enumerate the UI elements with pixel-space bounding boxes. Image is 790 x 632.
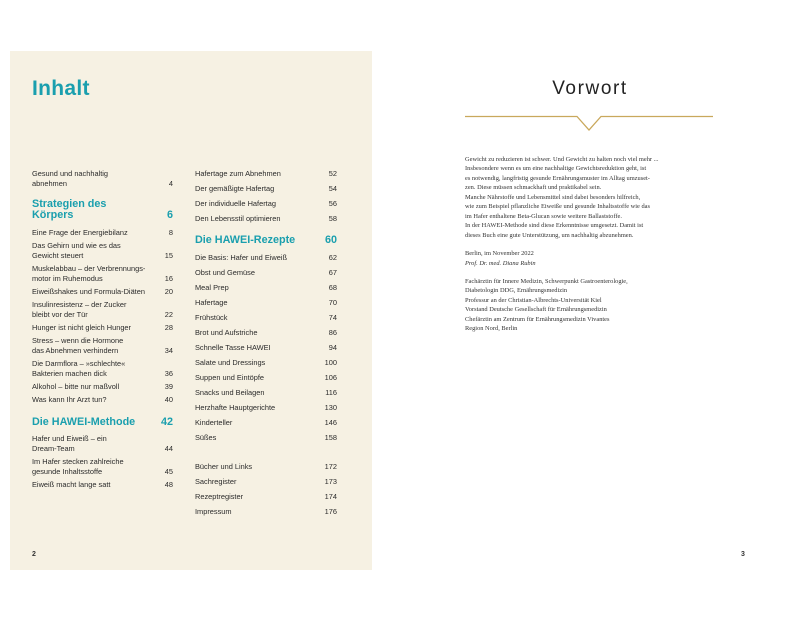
- toc-entry-title: Der individuelle Hafertag: [195, 199, 276, 208]
- foreword-line: Manche Nährstoffe und Lebensmittel sind dabei besonders hilfreich,: [465, 193, 641, 201]
- toc-entry-title: Süßes: [195, 433, 217, 442]
- toc-page-number: 56: [328, 199, 337, 208]
- toc-entry-title: Salate und Dressings: [195, 358, 266, 367]
- toc-page-number: 62: [328, 253, 337, 262]
- toc-page: [10, 51, 372, 570]
- toc-entry-title: Eiweiß macht lange satt: [32, 480, 111, 489]
- toc-entry-title: Hafertage: [195, 298, 228, 307]
- toc-entry: [195, 343, 337, 353]
- toc-page-number: 45: [164, 467, 173, 476]
- toc-entry-title: Der gemäßigte Hafertag: [195, 184, 275, 193]
- toc-left-column: [32, 169, 173, 490]
- toc-page-number: 60: [324, 234, 337, 246]
- toc-entry-title: Den Lebensstil optimieren: [195, 214, 281, 223]
- toc-page-number: 86: [328, 328, 337, 337]
- toc-entry-title: Hafertage zum Abnehmen: [195, 169, 281, 178]
- toc-entry: [195, 184, 337, 194]
- toc-page-number: 42: [160, 416, 173, 428]
- toc-page-number: 74: [328, 313, 337, 322]
- toc-entry-title: Herzhafte Hauptgerichte: [195, 403, 276, 412]
- foreword-line: Insbesondere wenn es um eine nachhaltige Gewichtsreduktion geht, ist: [465, 165, 647, 173]
- toc-page-number: 28: [164, 323, 173, 332]
- foreword-place-date: Berlin, im November 2022: [465, 250, 534, 258]
- toc-right-column: [195, 169, 337, 517]
- toc-section-heading: [195, 235, 337, 246]
- foreword-line: Chefärztin am Zentrum für Ernährungsmedizin Vivantes: [465, 315, 610, 323]
- toc-entry-title: Rezeptregister: [195, 492, 244, 501]
- toc-entry: [32, 336, 173, 356]
- foreword-line: dieses Buch eine gute Unterstützung, um nachhaltig abzunehmen.: [465, 231, 634, 239]
- foreword-author: Prof. Dr. med. Diana Rubin: [465, 259, 536, 267]
- toc-page-number: 130: [324, 403, 337, 412]
- toc-page-number: 4: [168, 179, 173, 188]
- toc-page-number: 68: [328, 283, 337, 292]
- toc-page-number: 174: [324, 492, 337, 501]
- toc-entry: [195, 477, 337, 487]
- toc-entry-title: Bücher und Links: [195, 462, 253, 471]
- toc-entry: [195, 253, 337, 263]
- toc-page-number: 176: [324, 507, 337, 516]
- foreword-line: wie zum Beispiel pflanzliche Eiweiße und gesunde Inhaltsstoffe wie das: [465, 203, 650, 211]
- toc-entry-title: Die Basis: Hafer und Eiweiß: [195, 253, 288, 262]
- toc-page-number: 40: [164, 395, 173, 404]
- toc-page-number: 52: [328, 169, 337, 178]
- toc-page-number: 22: [164, 310, 173, 319]
- foreword-line: Region Nord, Berlin: [465, 325, 518, 333]
- toc-page-number: 173: [324, 477, 337, 486]
- toc-section-heading: [32, 417, 173, 428]
- toc-page-number: 172: [324, 462, 337, 471]
- toc-page-number: 158: [324, 433, 337, 442]
- toc-entry: [195, 492, 337, 502]
- toc-page-number: 36: [164, 369, 173, 378]
- toc-entry: [32, 323, 173, 333]
- foreword-title: Vorwort: [552, 78, 628, 99]
- decorative-divider: [465, 113, 713, 133]
- toc-entry-title: Strategien des Körpers: [32, 198, 107, 221]
- toc-entry: [195, 433, 337, 443]
- foreword-line: es notwendig, langfristig gesunde Ernährungsmuster im Alltag umzuset-: [465, 174, 650, 182]
- foreword-line: Professur an der Christian-Albrechts-Universität Kiel: [465, 296, 602, 304]
- toc-entry: [195, 283, 337, 293]
- toc-page-number: 6: [166, 209, 173, 221]
- toc-entry: [195, 328, 337, 338]
- toc-page-number: 39: [164, 382, 173, 391]
- toc-entry: [195, 388, 337, 398]
- toc-entry: [195, 462, 337, 472]
- toc-entry: [32, 395, 173, 405]
- toc-entry: [195, 169, 337, 179]
- toc-entry-title: Sachregister: [195, 477, 237, 486]
- toc-entry: [32, 382, 173, 392]
- toc-page-number: 8: [168, 228, 173, 237]
- toc-entry-title: Die HAWEI-Rezepte: [195, 234, 296, 246]
- toc-page-number: 15: [164, 251, 173, 260]
- foreword-page: [400, 51, 790, 570]
- toc-entry-title: Hunger ist nicht gleich Hunger: [32, 323, 132, 332]
- foreword-line: Gewicht zu reduzieren ist schwer. Und Gewicht zu halten noch viel mehr ...: [465, 156, 659, 163]
- toc-page-number: 146: [324, 418, 337, 427]
- toc-page-number: 34: [164, 346, 173, 355]
- toc-page-number: 106: [324, 373, 337, 382]
- toc-entry-title: Insulinresistenz – der Zucker bleibt vor der Tür: [32, 300, 127, 319]
- foreword-body: [465, 155, 730, 334]
- toc-entry-title: Stress – wenn die Hormone das Abnehmen verhindern: [32, 336, 124, 355]
- toc-entry: [195, 373, 337, 383]
- toc-entry: [32, 434, 173, 454]
- foreword-credentials: [465, 277, 730, 334]
- toc-page-number: 116: [325, 388, 337, 397]
- toc-entry-title: Die Darmflora – »schlechte« Bakterien machen dick: [32, 359, 126, 378]
- toc-entry: [32, 264, 173, 284]
- toc-entry-title: Eine Frage der Energiebilanz: [32, 228, 128, 237]
- toc-entry-title: Kinderteller: [195, 418, 233, 427]
- toc-entry: [32, 241, 173, 261]
- toc-entry-title: Meal Prep: [195, 283, 229, 292]
- toc-page-number: 16: [164, 274, 173, 283]
- toc-entry-title: Eiweißshakes und Formula-Diäten: [32, 287, 145, 296]
- toc-entry: [195, 268, 337, 278]
- toc-page-number: 67: [328, 268, 337, 277]
- toc-entry: [195, 313, 337, 323]
- foreword-line: Fachärztin für Innere Medizin, Schwerpunkt Gastroenterologie,: [465, 277, 628, 285]
- toc-page-number: 58: [328, 214, 337, 223]
- toc-entry-title: Gesund und nachhaltig abnehmen: [32, 169, 109, 188]
- foreword-line: Vorstand Deutsche Gesellschaft für Ernährungsmedizin: [465, 306, 607, 314]
- toc-entry: [32, 457, 173, 477]
- toc-entry-title: Obst und Gemüse: [195, 268, 255, 277]
- toc-entry: [195, 358, 337, 368]
- foreword-line: im Hafer enthaltene Beta-Glucan sowie weitere Ballaststoffe.: [465, 212, 622, 220]
- toc-entry: [32, 480, 173, 490]
- toc-entry: [32, 287, 173, 297]
- toc-entry-title: Brot und Aufstriche: [195, 328, 258, 337]
- toc-page-number: 54: [328, 184, 337, 193]
- page-number-right: 3: [741, 551, 745, 558]
- toc-page-number: 94: [328, 343, 337, 352]
- toc-page-number: 48: [164, 480, 173, 489]
- toc-entry: [32, 359, 173, 379]
- toc-entry-title: Alkohol – bitte nur maßvoll: [32, 382, 120, 391]
- toc-entry: [195, 298, 337, 308]
- toc-entry: [195, 199, 337, 209]
- foreword-line: zen. Diese müssen schmackhaft und praktikabel sein.: [465, 184, 602, 192]
- toc-entry-title: Hafer und Eiweiß – ein Dream-Team: [32, 434, 107, 453]
- toc-entry-title: Die HAWEI-Methode: [32, 416, 136, 428]
- foreword-line: Diabetologin DDG, Ernährungsmedizin: [465, 287, 568, 295]
- toc-entry: [32, 228, 173, 238]
- toc-entry-title: Im Hafer stecken zahlreiche gesunde Inhaltsstoffe: [32, 457, 124, 476]
- toc-entry: [195, 403, 337, 413]
- toc-section-heading: [32, 199, 173, 221]
- toc-entry-title: Snacks und Beilagen: [195, 388, 265, 397]
- foreword-paragraph: [465, 155, 730, 240]
- toc-entry-title: Suppen und Eintöpfe: [195, 373, 265, 382]
- toc-entry-title: Frühstück: [195, 313, 228, 322]
- toc-entry: [195, 507, 337, 517]
- toc-entry: [32, 300, 173, 320]
- toc-entry-title: Was kann Ihr Arzt tun?: [32, 395, 107, 404]
- toc-page-number: 100: [324, 358, 337, 367]
- toc-entry: [195, 214, 337, 224]
- toc-entry-title: Muskelabbau – der Verbrennungs- motor im Ruhemodus: [32, 264, 146, 283]
- toc-entry-title: Impressum: [195, 507, 232, 516]
- toc-title: Inhalt: [32, 77, 90, 100]
- page-number-left: 2: [32, 551, 36, 558]
- toc-entry: [32, 169, 173, 189]
- toc-page-number: 44: [164, 444, 173, 453]
- foreword-line: In der HAWEI-Methode sind diese Erkenntnisse umgesetzt. Damit ist: [465, 222, 644, 230]
- toc-entry-title: Schnelle Tasse HAWEI: [195, 343, 271, 352]
- toc-entry: [195, 418, 337, 428]
- toc-page-number: 70: [328, 298, 337, 307]
- toc-entry-title: Das Gehirn und wie es das Gewicht steuert: [32, 241, 121, 260]
- toc-page-number: 20: [164, 287, 173, 296]
